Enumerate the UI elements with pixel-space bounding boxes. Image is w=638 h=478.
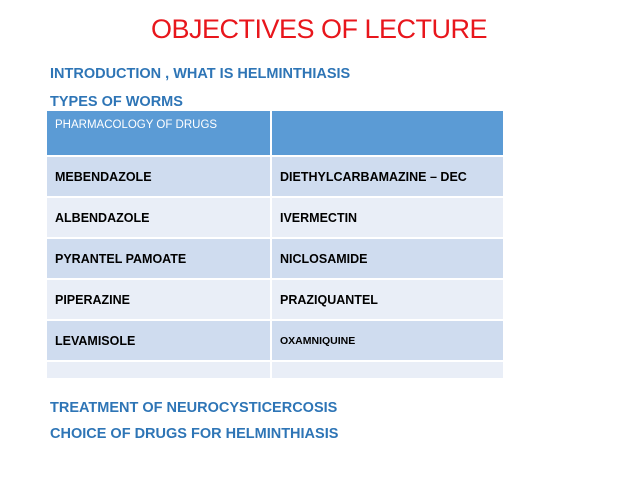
table-cell: OXAMNIQUINE [271,320,504,361]
table-header-cell [271,110,504,156]
table-row [46,320,504,361]
objective-types-of-worms: TYPES OF WORMS [50,94,183,110]
table-cell [271,361,504,379]
slide-title: OBJECTIVES OF LECTURE [150,14,488,44]
table-cell: MEBENDAZOLE [46,156,271,197]
table-header-cell: PHARMACOLOGY OF DRUGS [46,110,271,156]
table-row [46,279,504,320]
objective-choice-of-drugs: CHOICE OF DRUGS FOR HELMINTHIASIS [50,426,339,442]
table-cell: PYRANTEL PAMOATE [46,238,271,279]
table-cell: DIETHYLCARBAMAZINE – DEC [271,156,504,197]
objective-neurocysticercosis: TREATMENT OF NEUROCYSTICERCOSIS [50,400,338,416]
table-row [46,156,504,197]
table-header-row [46,110,504,156]
objective-introduction: INTRODUCTION , WHAT IS HELMINTHIASIS [50,66,351,82]
table-row [46,197,504,238]
drugs-table [45,109,505,380]
table-cell [46,361,271,379]
table-cell: PRAZIQUANTEL [271,279,504,320]
table-cell: LEVAMISOLE [46,320,271,361]
table-cell: NICLOSAMIDE [271,238,504,279]
table-cell: ALBENDAZOLE [46,197,271,238]
table-row [46,238,504,279]
table-cell: IVERMECTIN [271,197,504,238]
table-cell: PIPERAZINE [46,279,271,320]
table-row [46,361,504,379]
